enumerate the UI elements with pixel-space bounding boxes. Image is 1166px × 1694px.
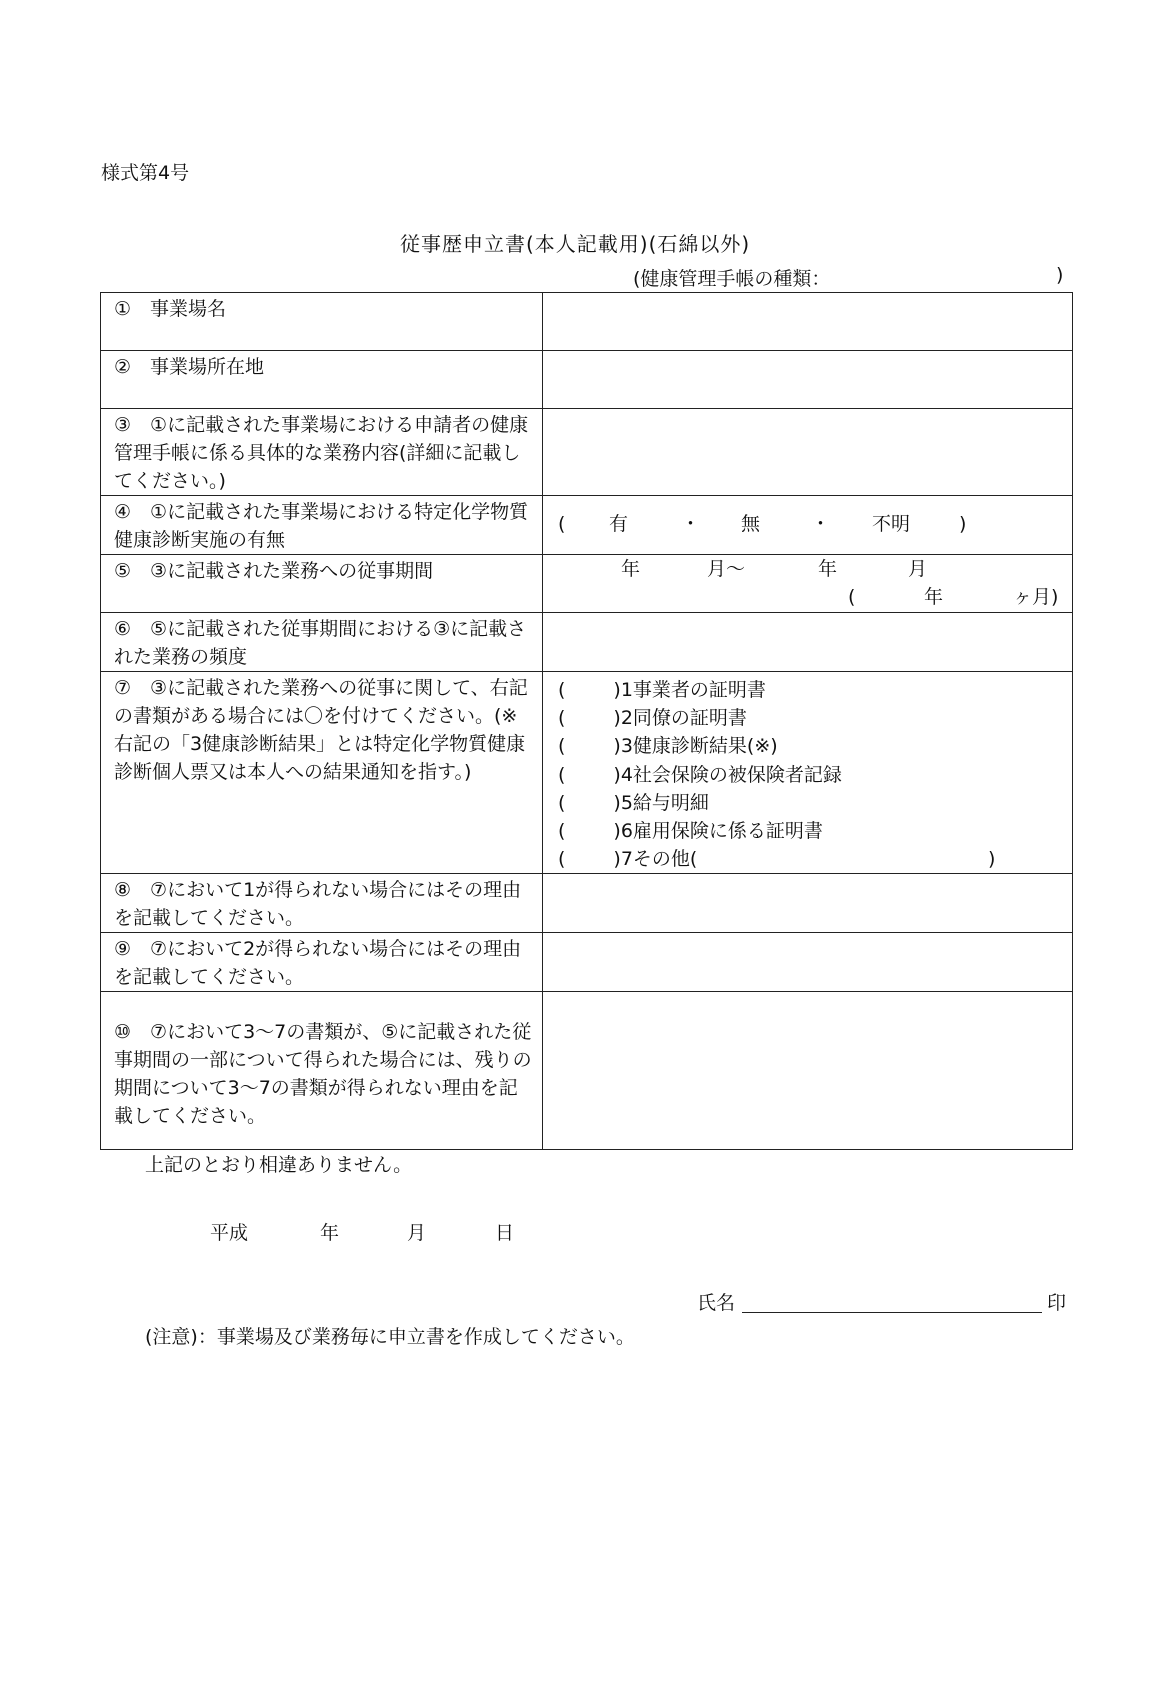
document-item[interactable] xyxy=(558,845,1072,873)
doc-label: )2同僚の証明書 xyxy=(613,707,747,730)
table-row xyxy=(101,933,1073,992)
option-open-paren: ( xyxy=(558,513,566,535)
doc-open-paren: ( xyxy=(558,735,566,758)
answer-field-reason-1[interactable] xyxy=(543,874,1073,933)
question-cell: ① 事業場名 xyxy=(101,293,543,351)
question-cell: ⑦ ③に記載された業務への従事に関して、右記の書類がある場合には〇を付けてください。(※右記の「3健康診断結果」とは特定化学物質健康診断個人票又は本人への結果通知を指す。) xyxy=(101,672,543,874)
doc-label: )3健康診断結果(※) xyxy=(613,735,778,758)
period-start-month: 月～ xyxy=(707,558,746,580)
period-end-month: 月 xyxy=(908,558,928,580)
date-month-label: 月 xyxy=(407,1222,427,1244)
period-total-months: ヶ月) xyxy=(1013,586,1059,608)
doc-other-close-paren: ) xyxy=(988,848,996,871)
answer-field-employment-period[interactable] xyxy=(543,555,1073,613)
table-row xyxy=(101,613,1073,672)
document-title: 従事歴申立書(本人記載用)(石綿以外) xyxy=(400,232,751,256)
document-item[interactable] xyxy=(558,732,1072,760)
date-year-label: 年 xyxy=(320,1222,340,1244)
table-row xyxy=(101,496,1073,555)
answer-field-reason-2[interactable] xyxy=(543,933,1073,992)
question-cell: ③ ①に記載された事業場における申請者の健康管理手帳に係る具体的な業務内容(詳細に記載してください。) xyxy=(101,409,543,496)
option-close-paren: ) xyxy=(959,513,967,535)
answer-field-workplace-address[interactable] xyxy=(543,351,1073,409)
answer-field-reason-3-7[interactable] xyxy=(543,992,1073,1150)
doc-label: )1事業者の証明書 xyxy=(613,679,766,701)
document-item[interactable] xyxy=(558,676,1072,704)
period-end-year: 年 xyxy=(818,558,838,580)
notebook-type-label: (健康管理手帳の種類： xyxy=(633,268,831,290)
table-row xyxy=(101,672,1073,874)
option-yes[interactable]: 有 xyxy=(609,513,629,535)
answer-field-health-exam[interactable] xyxy=(543,496,1073,555)
doc-open-paren: ( xyxy=(558,707,566,730)
question-cell: ⑥ ⑤に記載された従事期間における③に記載された業務の頻度 xyxy=(101,613,543,672)
date-line[interactable] xyxy=(210,1218,515,1245)
footer-note: (注意)：事業場及び業務毎に申立書を作成してください。 xyxy=(145,1326,635,1348)
table-row xyxy=(101,351,1073,409)
question-cell: ⑨ ⑦において2が得られない場合にはその理由を記載してください。 xyxy=(101,933,543,992)
date-day-label: 日 xyxy=(495,1222,515,1244)
question-cell: ④ ①に記載された事業場における特定化学物質健康診断実施の有無 xyxy=(101,496,543,555)
document-item[interactable] xyxy=(558,789,1072,817)
question-cell: ⑤ ③に記載された業務への従事期間 xyxy=(101,555,543,613)
table-row xyxy=(101,409,1073,496)
table-row xyxy=(101,555,1073,613)
answer-field-job-details[interactable] xyxy=(543,409,1073,496)
notebook-type-close: ) xyxy=(1056,264,1064,286)
option-no[interactable]: 無 xyxy=(741,513,761,535)
doc-label: )7その他( xyxy=(613,848,698,871)
form-number: 様式第4号 xyxy=(101,162,190,184)
question-cell: ② 事業場所在地 xyxy=(101,351,543,409)
period-start-year: 年 xyxy=(621,558,641,580)
signature-field[interactable] xyxy=(742,1312,1042,1313)
table-row xyxy=(101,992,1073,1150)
application-form-table xyxy=(100,292,1073,1150)
document-item[interactable] xyxy=(558,704,1072,732)
table-row xyxy=(101,293,1073,351)
doc-open-paren: ( xyxy=(558,679,566,701)
option-unknown[interactable]: 不明 xyxy=(872,513,911,535)
option-separator: ・ xyxy=(811,513,831,535)
doc-label: )4社会保険の被保険者記録 xyxy=(613,763,842,786)
doc-open-paren: ( xyxy=(558,763,566,786)
seal-mark: 印 xyxy=(1047,1292,1067,1314)
option-separator: ・ xyxy=(681,513,701,535)
table-row xyxy=(101,874,1073,933)
doc-open-paren: ( xyxy=(558,848,566,871)
answer-field-workplace-name[interactable] xyxy=(543,293,1073,351)
question-cell: ⑩ ⑦において3～7の書類が、⑤に記載された従事期間の一部について得られた場合には、残りの期間について3～7の書類が得られない理由を記載してください。 xyxy=(101,992,543,1150)
doc-open-paren: ( xyxy=(558,820,566,843)
signature-name-label: 氏名 xyxy=(697,1292,736,1314)
document-item[interactable] xyxy=(558,761,1072,789)
answer-field-document-list xyxy=(543,672,1073,874)
date-era: 平成 xyxy=(210,1222,249,1244)
document-item[interactable] xyxy=(558,817,1072,845)
period-total-open: ( xyxy=(848,586,856,608)
question-cell: ⑧ ⑦において1が得られない場合にはその理由を記載してください。 xyxy=(101,874,543,933)
declaration-text: 上記のとおり相違ありません。 xyxy=(145,1154,413,1176)
answer-field-frequency[interactable] xyxy=(543,613,1073,672)
doc-label: )5給与明細 xyxy=(613,791,709,814)
period-total-years: 年 xyxy=(924,586,944,608)
doc-label: )6雇用保険に係る証明書 xyxy=(613,820,823,843)
doc-open-paren: ( xyxy=(558,791,566,814)
